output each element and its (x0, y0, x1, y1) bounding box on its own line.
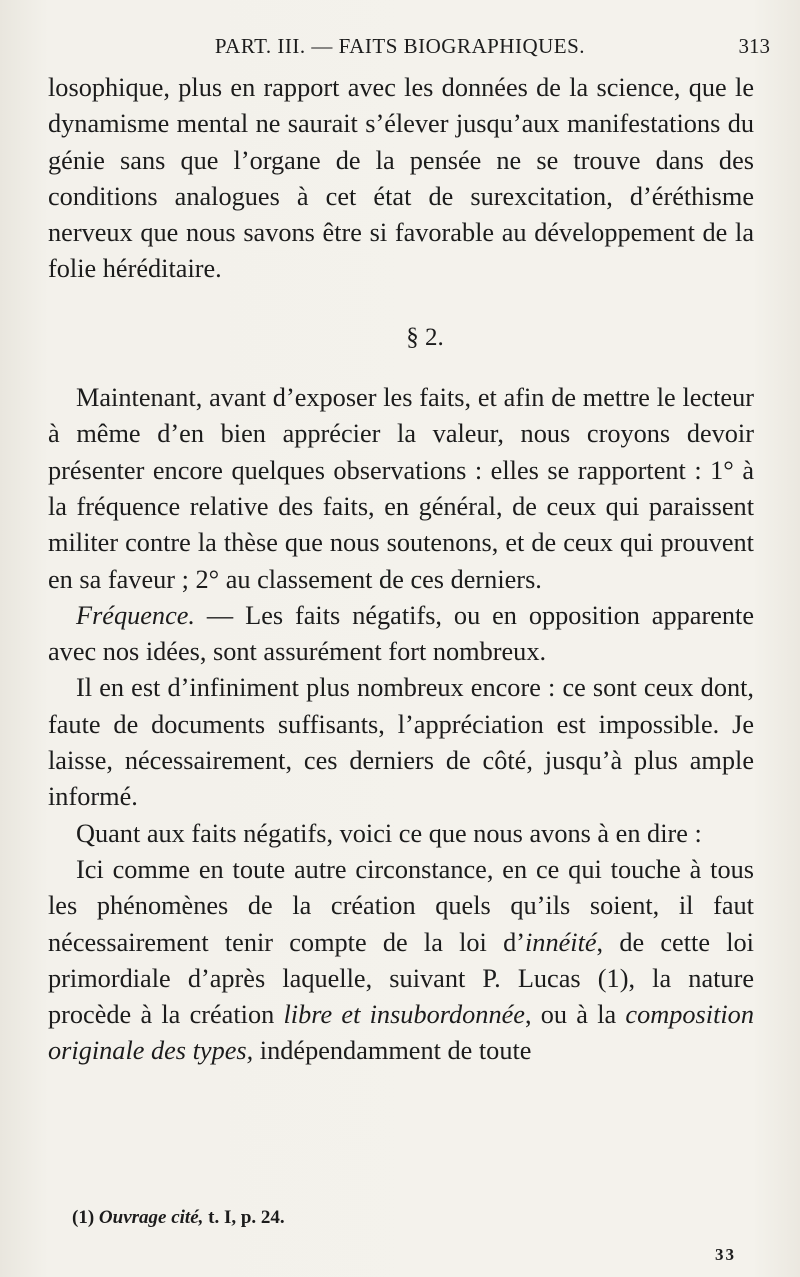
footnote-italic: Ouvrage cité, (98, 1207, 204, 1228)
paragraph (48, 852, 754, 1070)
paragraph-text: indépendamment de toute (253, 1036, 532, 1066)
page-number: 313 (738, 34, 770, 58)
paragraph-continuation: losophique, plus en rapport avec les données de la science, que le dynamisme mental ne saurait s’élever jusqu’aux manifestations du génie sans que l’organe de la pensée ne se trouve dans des conditions analogues à cet état de surexcitation, d’éréthisme nerveux que nous savons être si favorable au développement de la folie héréditaire. (48, 73, 754, 284)
paragraph-text: — Les faits négatifs, ou en opposition apparente avec nos idées, sont assurément fort nombreux. (48, 600, 754, 667)
paragraph: Il en est d’infiniment plus nombreux encore : ce sont ceux dont, faute de documents suffisants, l’appréciation est impossible. Je laisse, nécessairement, ces derniers de côté, jusqu’à plus ample informé. (48, 673, 754, 812)
printer-signature: 33 (715, 1245, 736, 1264)
italic-term: composition originale des types, (48, 1000, 754, 1066)
italic-term: Fréquence. (76, 600, 196, 630)
section-heading: § 2. (406, 323, 444, 351)
italic-term: innéité (524, 927, 597, 957)
running-head: PART. III. — FAITS BIOGRAPHIQUES. (214, 34, 586, 58)
paragraph-text: , ou à la (524, 1000, 626, 1030)
footnote (72, 1207, 285, 1229)
footnote-marker: (1) (72, 1207, 95, 1228)
paragraph-text: , de cette loi primordiale d’après laquelle, suivant P. Lucas (1), la nature procède à la création (48, 927, 754, 1030)
page-header (0, 30, 800, 64)
paragraph: Quant aux faits négatifs, voici ce que nous avons à en dire : (76, 818, 702, 848)
italic-term: libre et insubordonnée (283, 1000, 525, 1030)
paragraph (48, 598, 754, 671)
paragraph-text: Ici comme en toute autre circonstance, en ce qui touche à tous les phénomènes de la création quels qu’ils soient, il faut nécessairement tenir compte de la loi d’ (48, 854, 754, 957)
body-text (48, 70, 754, 1070)
footnote-text: t. I, p. 24. (203, 1207, 285, 1228)
paragraph: Maintenant, avant d’exposer les faits, et afin de mettre le lecteur à même d’en bien apprécier la valeur, nous croyons devoir présenter encore quelques observations : elles se rapportent : 1° à la fréquence relative des faits, en général, de ceux qui paraissent militer contre la thèse que nous soutenons, et de ceux qui prouvent en sa faveur ; 2° au classement de ces derniers. (48, 383, 754, 594)
